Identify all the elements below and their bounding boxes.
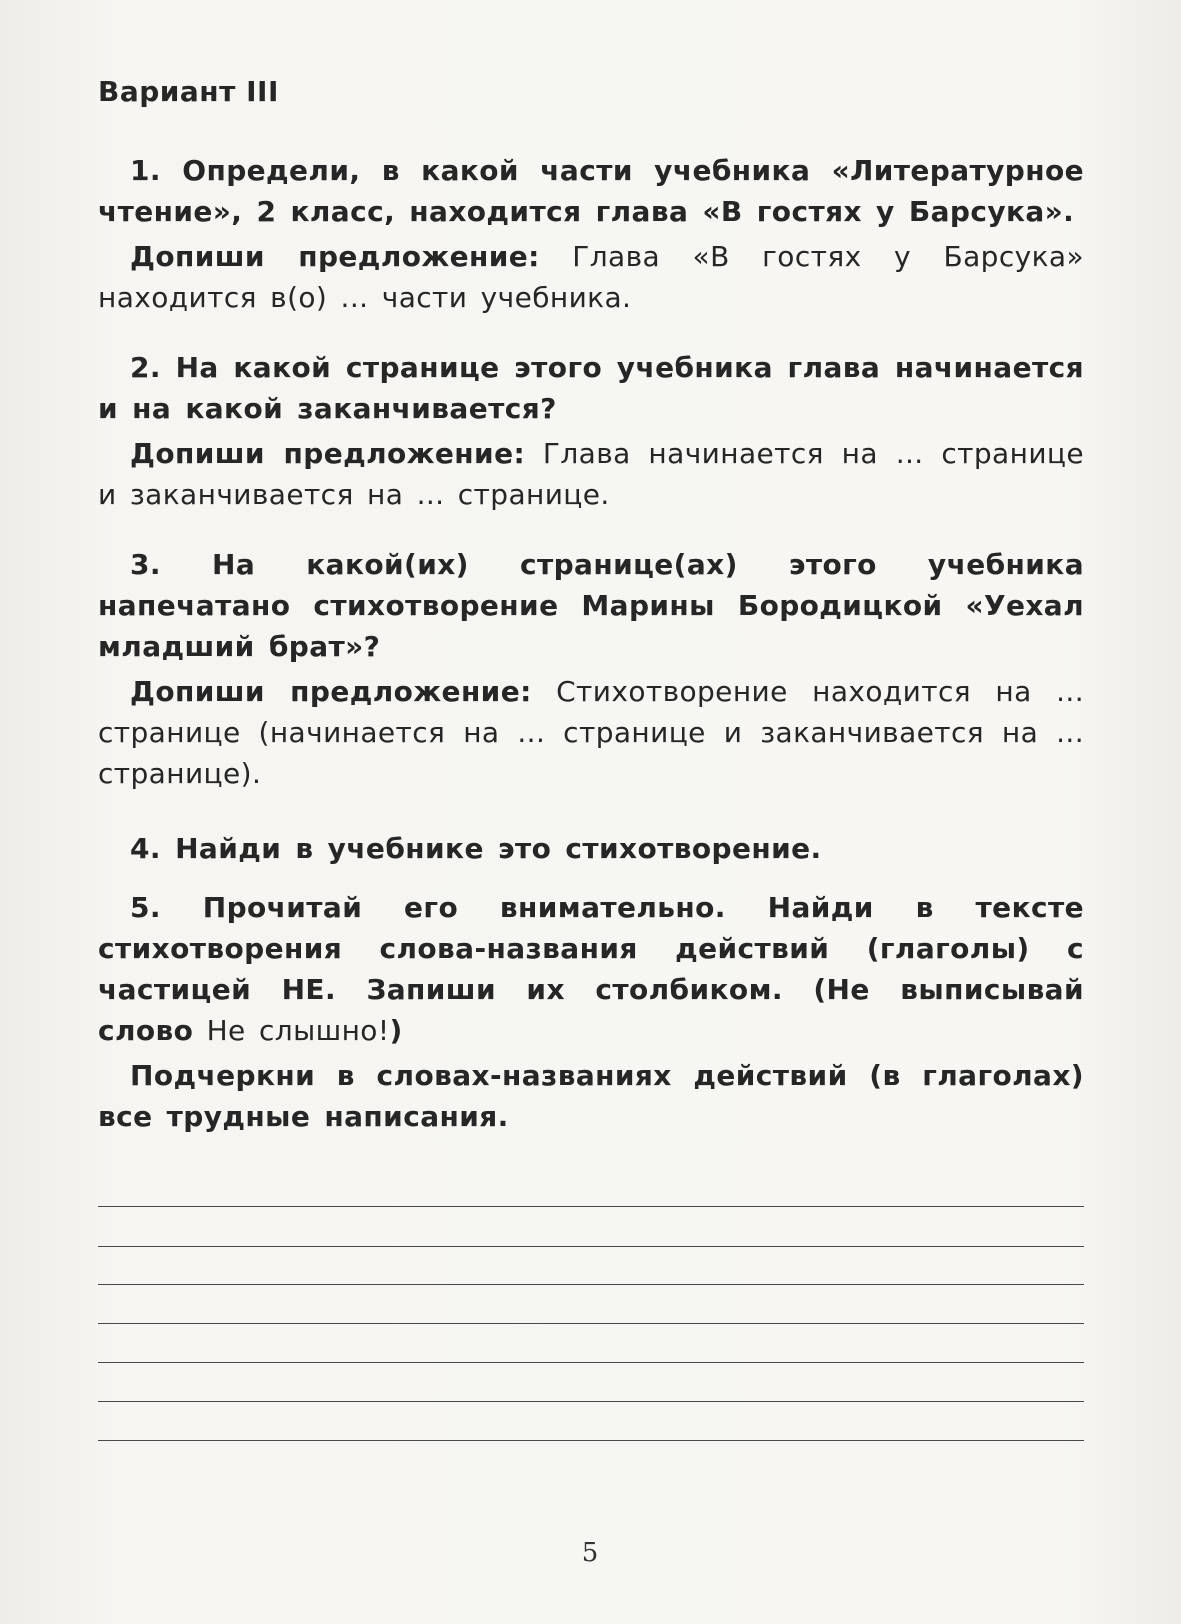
task-3-heading: 3. На какой(их) странице(ах) этого учебника напечатано стихотворение Марины Бородицкой «Уехал младший брат»? <box>98 548 1084 663</box>
task-1-sentence <box>98 236 1084 318</box>
task-1-lead: Допиши предложение: <box>130 240 540 273</box>
writing-line[interactable] <box>98 1401 1084 1402</box>
task-3-lead: Допиши предложение: <box>130 675 532 708</box>
task-2 <box>98 347 1084 515</box>
task-5-extra: Подчеркни в словах-названиях действий (в глаголах) все трудные написания. <box>98 1059 1084 1133</box>
task-1 <box>98 150 1084 318</box>
task-4 <box>98 828 1084 869</box>
task-4-heading: 4. Найди в учебнике это стихотворение. <box>130 832 822 865</box>
page-number: 5 <box>581 1538 599 1568</box>
writing-line[interactable] <box>98 1362 1084 1363</box>
task-1-heading: 1. Определи, в какой части учебника «Литературное чтение», 2 класс, находится глава «В гостях у Барсука». <box>98 154 1084 228</box>
writing-line[interactable] <box>98 1206 1084 1207</box>
writing-line[interactable] <box>98 1440 1084 1441</box>
task-3 <box>98 544 1084 794</box>
tasks-content <box>98 150 1084 1166</box>
task-2-heading: 2. На какой странице этого учебника глава начинается и на какой заканчивается? <box>98 351 1084 425</box>
task-2-sentence-text: Глава начинается на ... странице и заканчивается на ... странице. <box>98 437 1085 511</box>
writing-line[interactable] <box>98 1284 1084 1285</box>
task-2-lead: Допиши предложение: <box>130 437 526 470</box>
writing-line[interactable] <box>98 1323 1084 1324</box>
variant-title: Вариант III <box>98 75 279 108</box>
task-3-sentence-text: Стихотворение находится на ... странице (начинается на ... странице и заканчивается на ... странице). <box>98 675 1085 790</box>
task-1-sentence-text: Глава «В гостях у Барсука» находится в(о) ... части учебника. <box>98 240 1084 314</box>
task-5-heading-tail: ) <box>389 1014 403 1047</box>
task-2-sentence <box>98 433 1084 515</box>
writing-line[interactable] <box>98 1246 1084 1247</box>
task-5-heading-bold: 5. Прочитай его внимательно. Найди в тексте стихотворения слова-названия действий (глаголы) с частицей НЕ. Запиши их столбиком. (Не выписывай слово <box>98 891 1084 1047</box>
task-5 <box>98 887 1084 1137</box>
answer-writing-lines[interactable] <box>98 1206 1084 1456</box>
task-5-heading-normal: Не слышно! <box>193 1014 390 1047</box>
task-3-sentence <box>98 671 1084 794</box>
task-5-heading <box>98 887 1084 1051</box>
